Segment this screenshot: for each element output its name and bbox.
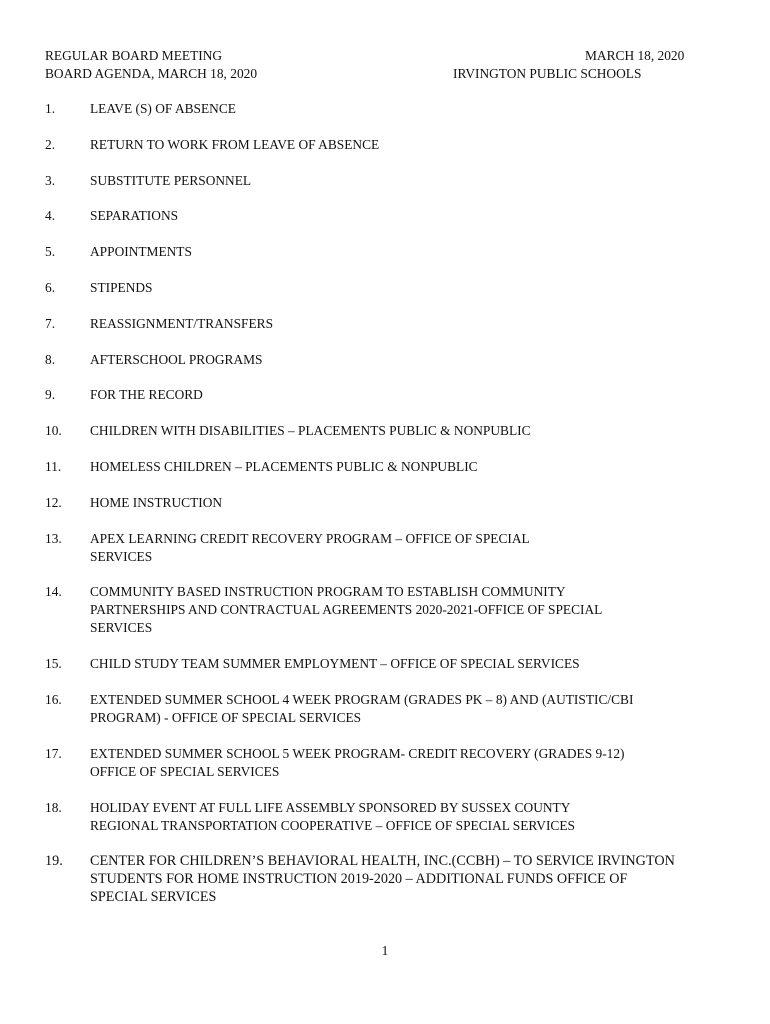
agenda-item-line: STUDENTS FOR HOME INSTRUCTION 2019-2020 – ADDITIONAL FUNDS OFFICE OF — [90, 871, 628, 888]
district-name: IRVINGTON PUBLIC SCHOOLS — [453, 66, 642, 81]
agenda-item-line: SERVICES — [90, 548, 153, 564]
agenda-item — [45, 279, 735, 297]
agenda-item-line: HOME INSTRUCTION — [90, 494, 223, 510]
agenda-item-text — [90, 172, 735, 190]
agenda-item-text — [90, 745, 735, 781]
agenda-item-line: STIPENDS — [90, 279, 153, 295]
agenda-item-line: SEPARATIONS — [90, 208, 179, 224]
agenda-item-number: 15. — [45, 656, 62, 672]
agenda-item-line: REGIONAL TRANSPORTATION COOPERATIVE – OFFICE OF SPECIAL SERVICES — [90, 817, 575, 833]
agenda-item-line: REASSIGNMENT/TRANSFERS — [90, 315, 274, 331]
agenda-item-number: 11. — [45, 458, 62, 474]
agenda-item-number: 2. — [45, 136, 56, 152]
agenda-item-text — [90, 691, 735, 727]
agenda-item-text — [90, 351, 735, 369]
agenda-item — [45, 852, 735, 906]
agenda-item-text — [90, 207, 735, 225]
agenda-item — [45, 745, 735, 781]
agenda-item-text — [90, 852, 735, 906]
agenda-item-line: SERVICES — [90, 620, 153, 636]
agenda-item-line: SUBSTITUTE PERSONNEL — [90, 172, 252, 188]
agenda-item-line: LEAVE (S) OF ABSENCE — [90, 101, 236, 116]
agenda-item-line: EXTENDED SUMMER SCHOOL 4 WEEK PROGRAM (GRADES PK – 8) AND (AUTISTIC/CBI — [90, 691, 634, 707]
agenda-item-number: 19. — [45, 853, 63, 870]
agenda-item-line: APEX LEARNING CREDIT RECOVERY PROGRAM – OFFICE OF SPECIAL — [90, 530, 530, 546]
agenda-item-number: 14. — [45, 584, 62, 600]
agenda-item-text — [90, 100, 735, 118]
agenda-item-text — [90, 799, 735, 835]
agenda-item — [45, 172, 735, 190]
agenda-item-line: HOLIDAY EVENT AT FULL LIFE ASSEMBLY SPONSORED BY SUSSEX COUNTY — [90, 799, 571, 815]
agenda-item-text — [90, 530, 735, 566]
agenda-item-text — [90, 136, 735, 154]
agenda-item-line: FOR THE RECORD — [90, 387, 203, 403]
meeting-date: MARCH 18, 2020 — [585, 48, 685, 63]
agenda-item — [45, 458, 735, 476]
agenda-item-number: 13. — [45, 530, 62, 546]
agenda-item-line: APPOINTMENTS — [90, 244, 192, 260]
agenda-item — [45, 583, 735, 637]
agenda-item-line: PARTNERSHIPS AND CONTRACTUAL AGREEMENTS 2020-2021-OFFICE OF SPECIAL — [90, 602, 603, 618]
agenda-list — [45, 100, 735, 924]
agenda-item-line: OFFICE OF SPECIAL SERVICES — [90, 763, 280, 779]
agenda-item-number: 18. — [45, 799, 62, 815]
agenda-item-line: RETURN TO WORK FROM LEAVE OF ABSENCE — [90, 136, 380, 152]
agenda-item-number: 10. — [45, 423, 62, 439]
agenda-item-number: 16. — [45, 691, 62, 707]
agenda-item — [45, 136, 735, 154]
agenda-item-line: CENTER FOR CHILDREN’S BEHAVIORAL HEALTH, INC.(CCBH) – TO SERVICE IRVINGTON — [90, 853, 675, 870]
agenda-item — [45, 530, 735, 566]
agenda-item — [45, 422, 735, 440]
agenda-item-text — [90, 458, 735, 476]
agenda-item — [45, 691, 735, 727]
agenda-item-text — [90, 386, 735, 404]
agenda-item — [45, 100, 735, 118]
agenda-title: BOARD AGENDA, MARCH 18, 2020 — [45, 66, 258, 81]
agenda-item-line: PROGRAM) - OFFICE OF SPECIAL SERVICES — [90, 709, 362, 725]
agenda-item-number: 3. — [45, 172, 56, 188]
agenda-item-line: CHILD STUDY TEAM SUMMER EMPLOYMENT – OFFICE OF SPECIAL SERVICES — [90, 656, 580, 672]
agenda-item-text — [90, 279, 735, 297]
agenda-item-number: 8. — [45, 351, 56, 367]
agenda-item-number: 9. — [45, 387, 56, 403]
agenda-item-line: EXTENDED SUMMER SCHOOL 5 WEEK PROGRAM- CREDIT RECOVERY (GRADES 9-12) — [90, 745, 625, 761]
page-number: 1 — [381, 943, 389, 958]
agenda-item — [45, 494, 735, 512]
agenda-item — [45, 351, 735, 369]
agenda-item-number: 17. — [45, 745, 62, 761]
agenda-item — [45, 799, 735, 835]
agenda-item-line: SPECIAL SERVICES — [90, 889, 217, 906]
agenda-item — [45, 243, 735, 261]
agenda-item-line: HOMELESS CHILDREN – PLACEMENTS PUBLIC & NONPUBLIC — [90, 458, 478, 474]
agenda-item — [45, 315, 735, 333]
agenda-item-text — [90, 243, 735, 261]
agenda-item-text — [90, 655, 735, 673]
document-header — [45, 47, 705, 83]
meeting-title: REGULAR BOARD MEETING — [45, 48, 223, 63]
agenda-item — [45, 655, 735, 673]
agenda-item-number: 5. — [45, 244, 56, 260]
agenda-item-line: CHILDREN WITH DISABILITIES – PLACEMENTS PUBLIC & NONPUBLIC — [90, 423, 531, 439]
agenda-item-number: 1. — [45, 101, 56, 116]
agenda-item-number: 12. — [45, 494, 62, 510]
agenda-item-text — [90, 315, 735, 333]
agenda-item-text — [90, 422, 735, 440]
agenda-item-number: 6. — [45, 279, 56, 295]
agenda-item-text — [90, 494, 735, 512]
agenda-item-number: 7. — [45, 315, 56, 331]
agenda-item-line: COMMUNITY BASED INSTRUCTION PROGRAM TO ESTABLISH COMMUNITY — [90, 584, 566, 600]
agenda-item-line: AFTERSCHOOL PROGRAMS — [90, 351, 263, 367]
agenda-item — [45, 386, 735, 404]
agenda-item-number: 4. — [45, 208, 56, 224]
agenda-item-text — [90, 583, 735, 637]
agenda-item — [45, 207, 735, 225]
